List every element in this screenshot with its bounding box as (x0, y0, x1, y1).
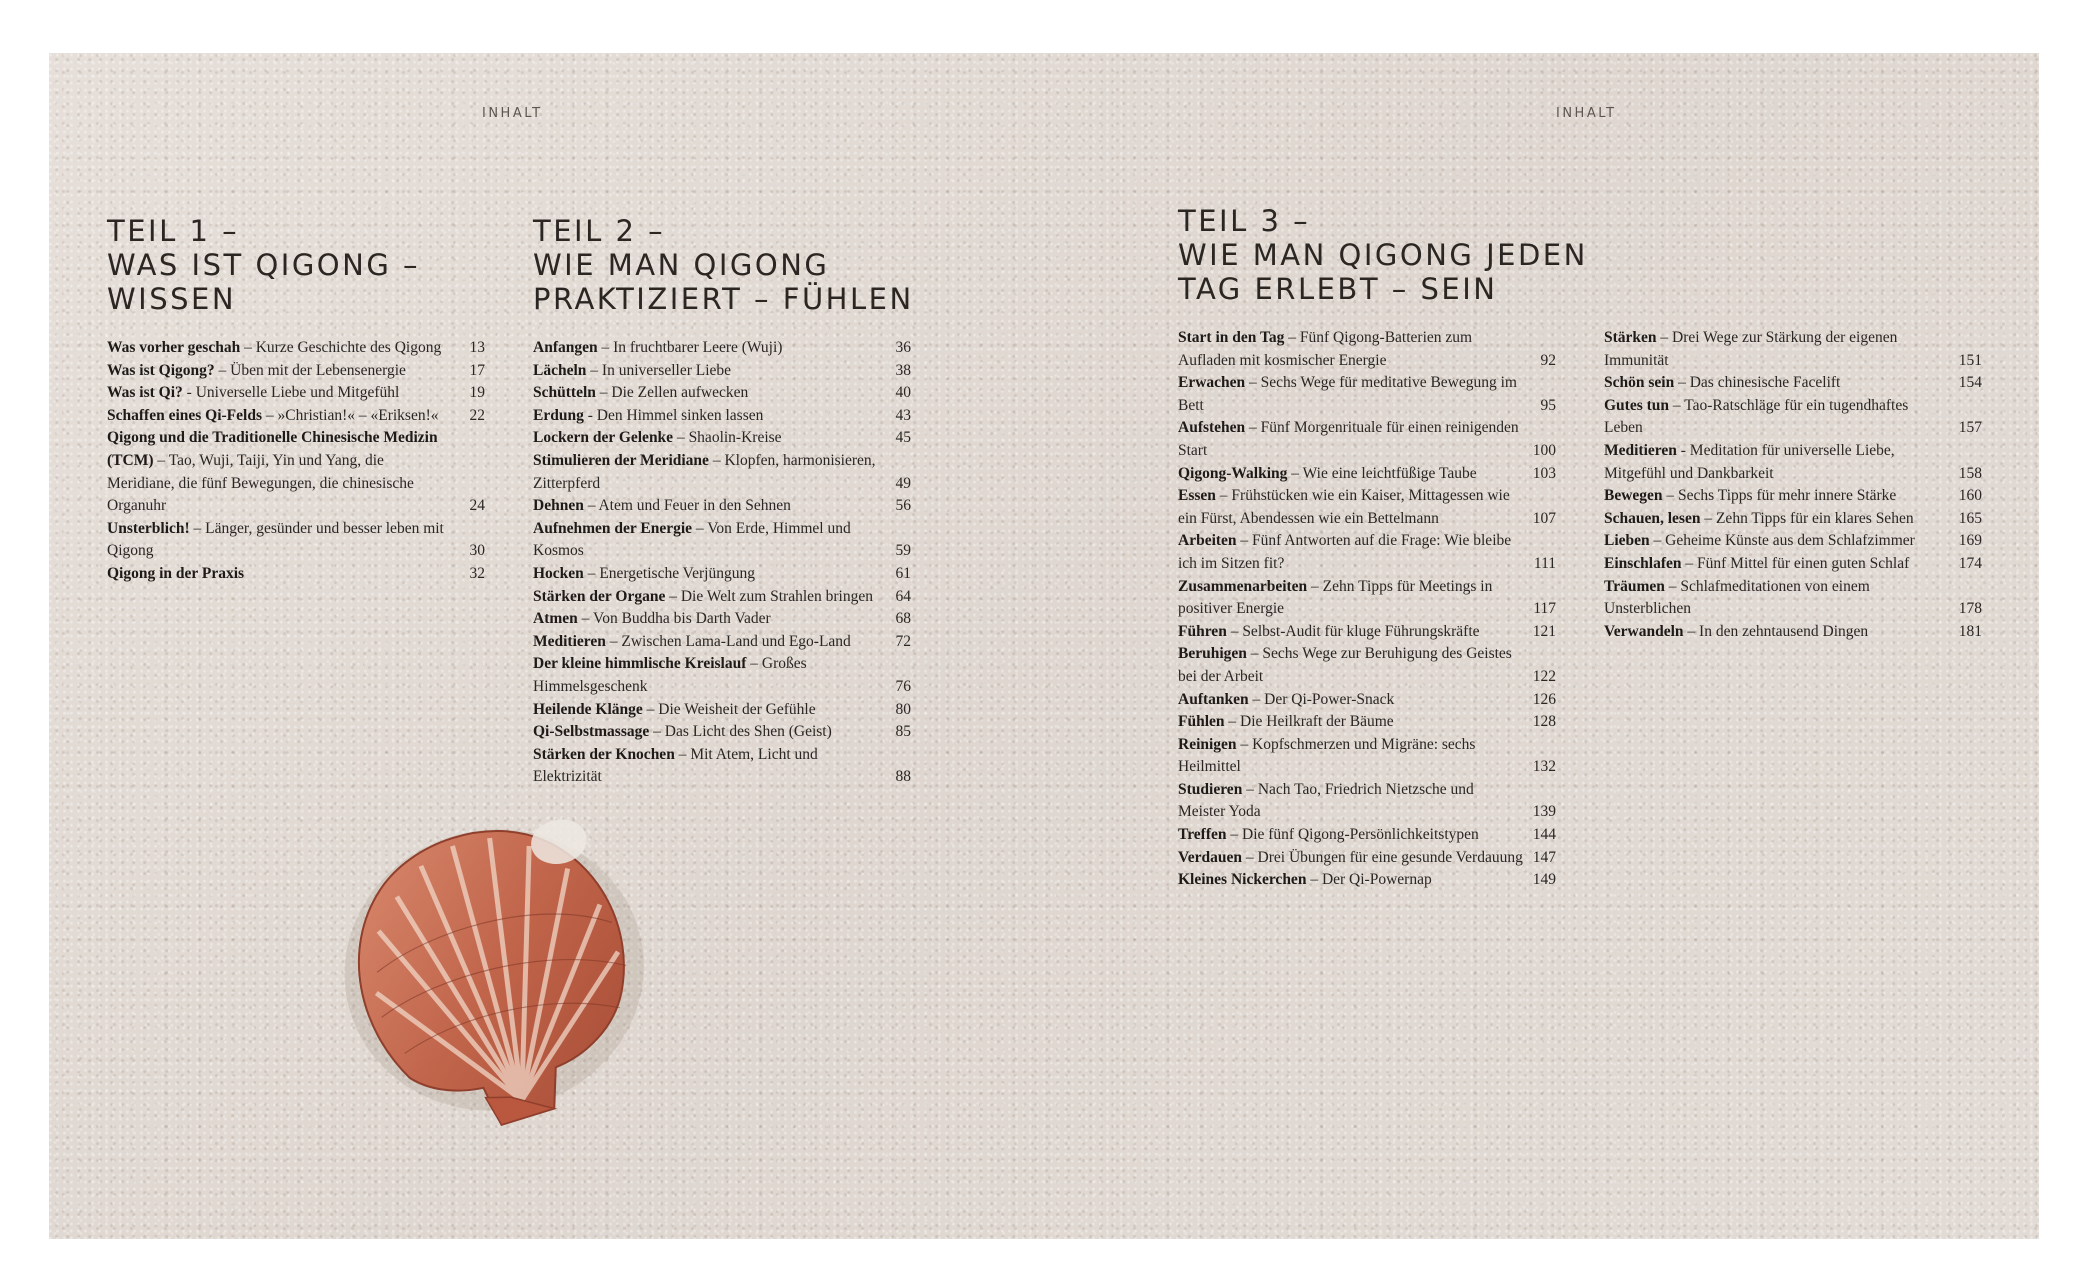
toc-entry-title: Erwachen (1178, 374, 1246, 392)
toc-entry-text (1178, 576, 1524, 621)
toc-entry-title: Stärken (1604, 329, 1657, 346)
toc-page-number: 103 (1532, 464, 1556, 482)
toc-entry (107, 563, 485, 586)
toc-entry (533, 427, 911, 450)
toc-entry (1178, 372, 1556, 417)
toc-entry-title: Lächeln (533, 361, 587, 379)
toc-entry-text (533, 405, 879, 428)
toc-page-number: 117 (1533, 600, 1556, 618)
toc-entry (533, 518, 911, 563)
toc-entry (1604, 508, 1982, 531)
toc-entry-subtitle: – Schlafmeditationen von einem Unsterblichen (1604, 577, 1870, 618)
part3-title-line: TAG ERLEBT – SEIN (1178, 272, 1498, 306)
toc-entry-title: Hocken (533, 564, 584, 582)
toc-page-number: 122 (1532, 667, 1556, 685)
toc-entry-subtitle: – Die fünf Qigong-Persönlichkeitstypen (1226, 826, 1479, 844)
toc-page-number: 61 (895, 564, 911, 582)
part3-title (1178, 204, 1588, 306)
toc-page-number: 151 (1958, 351, 1982, 369)
part2-title (533, 214, 914, 316)
toc-page-number: 157 (1958, 419, 1982, 437)
toc-entry-text (1178, 327, 1524, 372)
toc-entry (533, 405, 911, 428)
toc-entry-title: Studieren (1178, 780, 1243, 798)
toc-entry-subtitle: – Das chinesische Facelift (1674, 374, 1841, 392)
toc-entry (1178, 689, 1556, 712)
toc-entry (533, 721, 911, 744)
toc-entry-subtitle: – Tao-Ratschläge für ein tugendhaftes Leben (1604, 396, 1909, 437)
toc-entry-text (533, 337, 879, 360)
toc-entry-subtitle: – Die Zellen aufwecken (595, 384, 749, 402)
toc-page-number: 169 (1958, 532, 1982, 550)
toc-entry (1178, 779, 1556, 824)
toc-entry-text (1178, 372, 1524, 417)
toc-entry (1178, 530, 1556, 575)
toc-page-number: 147 (1532, 848, 1556, 866)
toc-entry (533, 382, 911, 405)
toc-page-number: 80 (895, 700, 911, 718)
toc-entry (107, 360, 485, 383)
toc-page-number: 165 (1958, 509, 1982, 527)
toc-entry (1604, 576, 1982, 621)
toc-entry (1178, 643, 1556, 688)
toc-page-number: 76 (895, 677, 911, 695)
toc-entry-title: Beruhigen (1178, 645, 1247, 663)
toc-entry-text (1604, 440, 1950, 485)
toc-page-number: 22 (469, 406, 485, 424)
toc-entry (533, 744, 911, 789)
toc-entry-subtitle: – Geheime Künste aus dem Schlafzimmer (1649, 532, 1915, 550)
toc-entry-subtitle: – Kurze Geschichte des Qigong (240, 339, 442, 356)
toc-entry-title: Fühlen (1178, 713, 1225, 731)
toc-entry (1604, 440, 1982, 485)
toc-entry (1178, 869, 1556, 892)
toc-entry-title: Einschlafen (1604, 554, 1682, 572)
part3-title-line: TEIL 3 – (1178, 204, 1311, 238)
toc-entry-text (533, 699, 879, 722)
toc-page-number: 19 (469, 384, 485, 402)
toc-page-number: 121 (1532, 622, 1556, 640)
toc-page-number: 154 (1958, 374, 1982, 392)
toc-entry (533, 563, 911, 586)
toc-entry-text (107, 360, 453, 383)
toc-entry-title: Dehnen (533, 497, 584, 515)
toc-page-number: 43 (895, 406, 911, 424)
toc-entry-title: Schauen, lesen (1604, 509, 1701, 527)
toc-entry-text (533, 631, 879, 654)
toc-entry-title: Bewegen (1604, 487, 1663, 505)
toc-entry-subtitle: – Zehn Tipps für Meetings in positiver Energie (1178, 577, 1493, 618)
toc-page-number: 17 (469, 361, 485, 379)
toc-entry-text (1604, 372, 1950, 395)
part2-title-line: PRAKTIZIERT – FÜHLEN (533, 282, 914, 316)
toc-page-number: 36 (895, 339, 911, 356)
toc-entry-subtitle: – Frühstücken wie ein Kaiser, Mittagessen wie ein Fürst, Abendessen wie ein Bettelmann (1178, 487, 1510, 527)
toc-entry-text (1178, 869, 1524, 892)
toc-entry-title: Stimulieren der Meridiane (533, 451, 709, 469)
toc-entry-title: Kleines Nickerchen (1178, 871, 1307, 889)
toc-page-number: 174 (1958, 554, 1982, 572)
toc-entry-title: Meditieren (1604, 441, 1677, 459)
toc-entry (107, 382, 485, 405)
toc-entry (1178, 576, 1556, 621)
toc-entry (1178, 711, 1556, 734)
toc-page-number: 144 (1532, 826, 1556, 844)
toc-entry (1178, 621, 1556, 644)
toc-entry-subtitle: – »Christian!« – «Eriksen!« (262, 406, 439, 424)
toc-entry-subtitle: – Nach Tao, Friedrich Nietzsche und Meister Yoda (1178, 780, 1474, 821)
toc-entry-subtitle: – Kopfschmerzen und Migräne: sechs Heilmittel (1178, 735, 1476, 776)
toc-entry-text (1178, 417, 1524, 462)
toc-page-number: 88 (895, 768, 911, 786)
toc-entry-subtitle: – Zwischen Lama-Land und Ego-Land (605, 632, 851, 650)
toc-entry-text (1604, 530, 1950, 553)
toc-entry-text (1178, 485, 1524, 530)
toc-entry-title: Zusammenarbeiten (1178, 577, 1308, 595)
toc-entry-text (533, 360, 879, 383)
toc-entry (1178, 824, 1556, 847)
toc-entry-title: Essen (1178, 487, 1216, 505)
toc-entry-text (1178, 643, 1524, 688)
toc-entry-subtitle: – Wie eine leichtfüßige Taube (1287, 464, 1477, 482)
toc-page-number: 178 (1958, 600, 1982, 618)
toc-page-number: 64 (895, 587, 911, 605)
toc-page-number: 92 (1540, 351, 1556, 369)
toc-entry-title: Meditieren (533, 632, 606, 650)
toc-entry (1178, 485, 1556, 530)
toc-entry-title: Auftanken (1178, 690, 1249, 708)
toc-entry-title: Stärken der Knochen (533, 745, 675, 763)
toc-entry-text (1604, 508, 1950, 531)
toc-page-number: 40 (895, 384, 911, 402)
running-head-right: INHALT (1556, 106, 1617, 121)
toc-entry-title: Treffen (1178, 826, 1227, 844)
toc-entry (1178, 734, 1556, 779)
toc-entry (1604, 327, 1982, 372)
toc-page-number: 132 (1532, 758, 1556, 776)
part1-title-line: TEIL 1 – (107, 214, 240, 248)
toc-entry-subtitle: – Von Buddha bis Darth Vader (577, 610, 771, 628)
toc-entry-subtitle: – Die Weisheit der Gefühle (642, 700, 816, 718)
toc-entry-title: Qigong und die Traditionelle Chinesische Medizin (TCM) (107, 429, 438, 469)
toc-entry-subtitle: – Üben mit der Lebensenergie (214, 361, 406, 379)
toc-page-number: 100 (1532, 441, 1556, 459)
part3-title-line: WIE MAN QIGONG JEDEN (1178, 238, 1588, 272)
toc-entry-text (1178, 824, 1524, 847)
toc-entry-text (1178, 530, 1524, 575)
toc-entry-title: Start in den Tag (1178, 329, 1285, 346)
toc-entry-title: Gutes tun (1604, 396, 1670, 414)
toc-entry-text (533, 495, 879, 518)
toc-entry-subtitle: – Fünf Mittel für einen guten Schlaf (1681, 554, 1910, 572)
toc-entry-text (1178, 621, 1524, 644)
toc-entry (107, 518, 485, 563)
toc-entry-subtitle: – Energetische Verjüngung (583, 564, 755, 582)
toc-entry-title: Was vorher geschah (107, 339, 241, 356)
toc-entry-title: Lieben (1604, 532, 1650, 550)
toc-page-number: 95 (1540, 396, 1556, 414)
toc-entry-title: Anfangen (533, 339, 598, 356)
toc-entry-subtitle: – Sechs Wege zur Beruhigung des Geistes bei der Arbeit (1178, 645, 1512, 685)
toc-entry-text (107, 427, 453, 517)
toc-page-number: 158 (1958, 464, 1982, 482)
toc-entry-text (107, 563, 453, 586)
toc-entry-text (533, 744, 879, 789)
toc-entry-title: Qigong in der Praxis (107, 564, 245, 582)
running-head-left: INHALT (482, 106, 543, 121)
toc-entry-text (1178, 847, 1524, 870)
part1-title (107, 214, 420, 316)
toc-entry (107, 337, 485, 360)
toc-page-number: 24 (469, 497, 485, 515)
toc-entry-text (533, 427, 879, 450)
toc-entry-subtitle: – Von Erde, Himmel und Kosmos (533, 519, 851, 560)
toc-entry-title: Schön sein (1604, 374, 1675, 392)
toc-entry-text (107, 518, 453, 563)
toc-entry-subtitle: – In universeller Liebe (586, 361, 732, 379)
toc-entry-text (1178, 689, 1524, 712)
toc-entry-title: Heilende Klänge (533, 700, 643, 718)
toc-entry-text (533, 608, 879, 631)
toc-page-number: 59 (895, 542, 911, 560)
toc-entry-title: Verdauen (1178, 848, 1243, 866)
toc-entry-title: Schütteln (533, 384, 596, 402)
toc-entry-subtitle: – Drei Übungen für eine gesunde Verdauung (1242, 848, 1523, 866)
toc-entry-text (1604, 576, 1950, 621)
toc-page-number: 30 (469, 542, 485, 560)
toc-page-number: 139 (1532, 803, 1556, 821)
toc-entry-subtitle: – In fruchtbarer Leere (Wuji) (597, 339, 783, 356)
toc-page-number: 49 (895, 474, 911, 492)
toc-page-number: 126 (1532, 690, 1556, 708)
toc-page-number: 13 (469, 339, 485, 356)
toc-page-number: 68 (895, 610, 911, 628)
toc-entry-text (1178, 463, 1524, 486)
toc-entry-text (533, 382, 879, 405)
toc-entry-subtitle: - Universelle Liebe und Mitgefühl (182, 384, 400, 402)
toc-entry-subtitle: – Länger, gesünder und besser leben mit Qigong (107, 519, 444, 560)
toc-entry-title: Was ist Qi? (107, 384, 183, 402)
toc-entry-title: Was ist Qigong? (107, 361, 215, 379)
toc-entry-subtitle: – Tao, Wuji, Taiji, Yin und Yang, die Meridiane, die fünf Bewegungen, die chinesische Organuhr (107, 451, 414, 515)
toc-entry-subtitle: – Selbst-Audit für kluge Führungskräfte (1226, 622, 1480, 640)
toc-page-number: 111 (1533, 554, 1556, 572)
part2-toc (533, 337, 911, 789)
scallop-shell-image (320, 800, 650, 1150)
toc-entry-text (533, 653, 879, 698)
toc-entry-title: Der kleine himmlische Kreislauf (533, 655, 747, 673)
toc-entry-text (1604, 485, 1950, 508)
toc-entry (1604, 395, 1982, 440)
toc-entry-subtitle: – Fünf Morgenrituale für einen reinigenden Start (1178, 419, 1519, 459)
toc-entry (533, 608, 911, 631)
toc-entry-subtitle: – Klopfen, harmonisieren, Zitterpferd (533, 451, 876, 492)
toc-entry (533, 653, 911, 698)
toc-entry-title: Aufnehmen der Energie (533, 519, 693, 537)
toc-entry-text (533, 450, 879, 495)
toc-entry (533, 586, 911, 609)
toc-entry-subtitle: – Zehn Tipps für ein klares Sehen (1700, 509, 1914, 527)
part3-toc-column-2 (1604, 327, 1982, 643)
toc-entry (533, 699, 911, 722)
toc-entry-text (107, 405, 453, 428)
part2-title-line: TEIL 2 – (533, 214, 666, 248)
toc-page-number: 45 (895, 429, 911, 447)
toc-entry (1178, 327, 1556, 372)
toc-entry-text (533, 586, 879, 609)
part1-toc (107, 337, 485, 586)
toc-entry-title: Stärken der Organe (533, 587, 666, 605)
toc-entry (1178, 847, 1556, 870)
toc-entry-text (1604, 621, 1950, 644)
toc-entry-subtitle: – Der Qi-Power-Snack (1248, 690, 1395, 708)
toc-entry (533, 495, 911, 518)
toc-entry-text (1604, 395, 1950, 440)
toc-entry (1178, 463, 1556, 486)
toc-page-number: 32 (469, 564, 485, 582)
toc-entry-subtitle: – Die Heilkraft der Bäume (1224, 713, 1394, 731)
toc-entry-subtitle: – Großes Himmelsgeschenk (533, 655, 807, 695)
part2-title-line: WIE MAN QIGONG (533, 248, 830, 282)
toc-entry-title: Erdung (533, 406, 584, 424)
toc-entry-title: Verwandeln (1604, 622, 1684, 640)
toc-entry-title: Träumen (1604, 577, 1665, 595)
toc-entry (1604, 485, 1982, 508)
toc-page-number: 38 (895, 361, 911, 379)
toc-entry-title: Lockern der Gelenke (533, 429, 674, 447)
toc-entry-text (1178, 734, 1524, 779)
toc-entry-subtitle: - Den Himmel sinken lassen (583, 406, 764, 424)
toc-entry-text (533, 563, 879, 586)
part1-title-line: WISSEN (107, 282, 237, 316)
toc-page-number: 149 (1532, 871, 1556, 889)
toc-entry-title: Qigong-Walking (1178, 464, 1288, 482)
toc-entry-subtitle: – Der Qi-Powernap (1306, 871, 1432, 889)
toc-entry (1604, 553, 1982, 576)
toc-page-number: 85 (895, 723, 911, 741)
toc-page-number: 56 (895, 497, 911, 515)
toc-entry (533, 450, 911, 495)
toc-entry-title: Aufstehen (1178, 419, 1246, 437)
toc-entry (1604, 621, 1982, 644)
toc-entry-text (1178, 711, 1524, 734)
toc-entry-subtitle: – Fünf Qigong-Batterien zum Aufladen mit kosmischer Energie (1178, 329, 1473, 369)
toc-entry-subtitle: – Fünf Antworten auf die Frage: Wie bleibe ich im Sitzen fit? (1178, 532, 1512, 572)
part3-toc-column-1 (1178, 327, 1556, 892)
toc-entry-text (1178, 779, 1524, 824)
toc-entry (1178, 417, 1556, 462)
toc-entry (107, 405, 485, 428)
toc-entry-subtitle: – Mit Atem, Licht und Elektrizität (533, 745, 818, 786)
toc-entry-text (1604, 327, 1950, 372)
toc-entry-title: Qi-Selbstmassage (533, 723, 650, 741)
toc-entry-title: Atmen (533, 610, 578, 628)
toc-entry-text (107, 382, 453, 405)
toc-entry-subtitle: – Shaolin-Kreise (673, 429, 782, 447)
toc-entry (533, 360, 911, 383)
toc-entry-subtitle: – Sechs Wege für meditative Bewegung im Bett (1178, 374, 1517, 414)
toc-entry-text (533, 518, 879, 563)
toc-entry-subtitle: – Das Licht des Shen (Geist) (649, 723, 832, 741)
part1-title-line: WAS IST QIGONG – (107, 248, 421, 282)
toc-entry-subtitle: – Sechs Tipps für mehr innere Stärke (1662, 487, 1897, 505)
toc-entry (533, 337, 911, 360)
toc-entry (533, 631, 911, 654)
toc-entry (1604, 372, 1982, 395)
toc-entry-title: Unsterblich! (107, 519, 190, 537)
toc-entry-subtitle: – Atem und Feuer in den Sehnen (583, 497, 791, 515)
toc-entry-subtitle: - Meditation für universelle Liebe, Mitgefühl und Dankbarkeit (1604, 441, 1895, 482)
toc-entry-subtitle: – In den zehntausend Dingen (1683, 622, 1869, 640)
toc-page-number: 160 (1958, 487, 1982, 505)
toc-entry-title: Schaffen eines Qi-Felds (107, 406, 262, 424)
toc-entry (107, 427, 485, 517)
toc-page-number: 181 (1958, 622, 1982, 640)
toc-entry-title: Reinigen (1178, 735, 1237, 753)
toc-entry (1604, 530, 1982, 553)
toc-entry-title: Führen (1178, 622, 1227, 640)
toc-page-number: 72 (895, 632, 911, 650)
toc-entry-title: Arbeiten (1178, 532, 1237, 550)
toc-page-number: 107 (1532, 509, 1556, 527)
toc-entry-text (107, 337, 453, 360)
toc-entry-text (533, 721, 879, 744)
toc-entry-text (1604, 553, 1950, 576)
toc-entry-subtitle: – Die Welt zum Strahlen bringen (665, 587, 873, 605)
toc-page-number: 128 (1532, 713, 1556, 731)
toc-entry-subtitle: – Drei Wege zur Stärkung der eigenen Immunität (1604, 329, 1898, 369)
